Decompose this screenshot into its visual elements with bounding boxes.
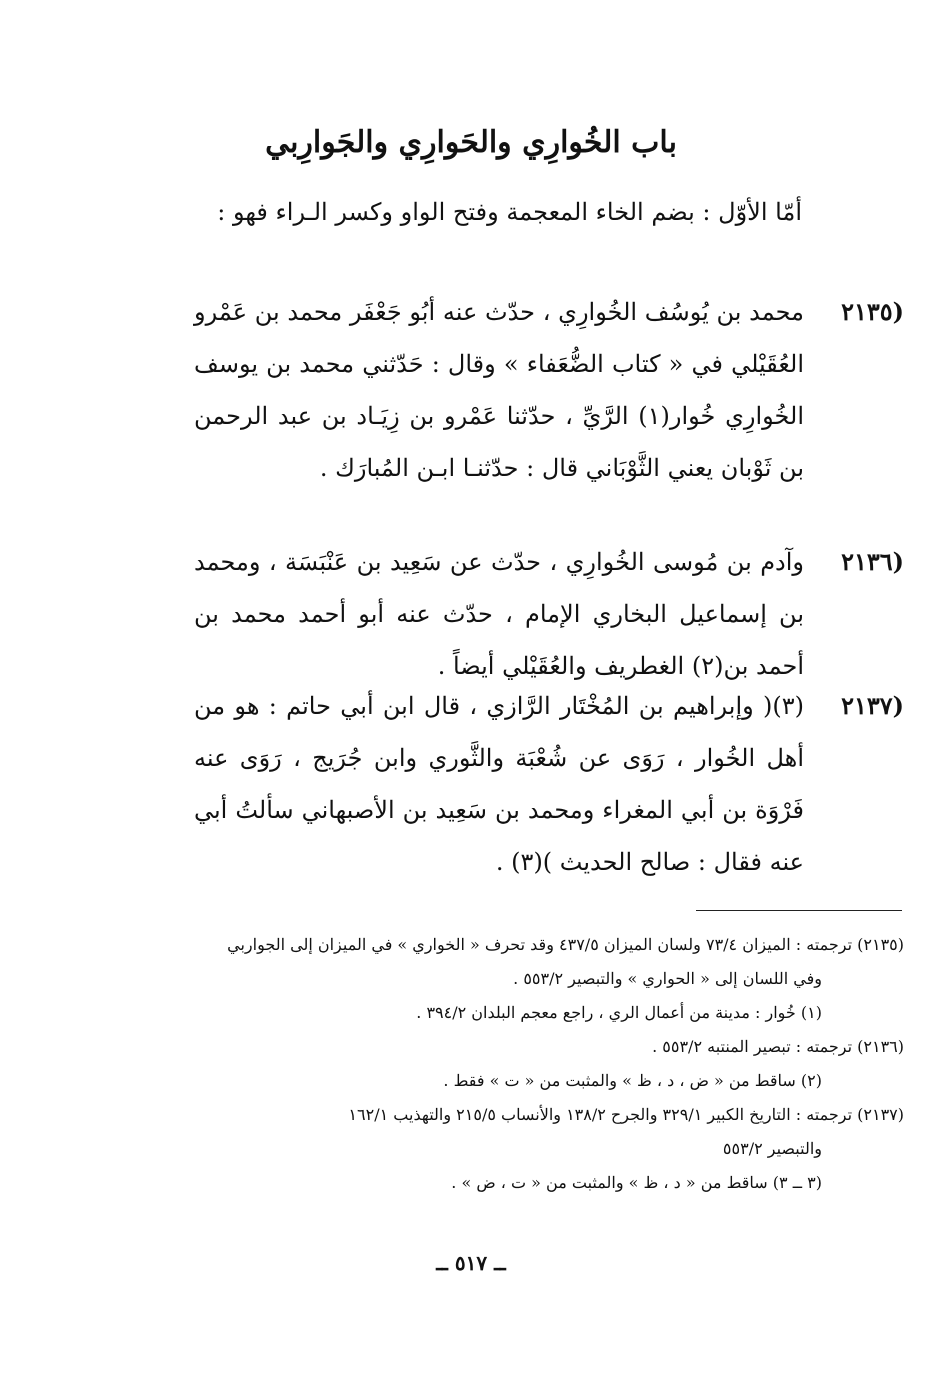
- footnotes: [38, 928, 904, 1200]
- entry-text: محمد بن يُوسُف الخُوارِي ، حدّث عنه أبُو جَعْفَر محمد بن عَمْرو العُقَيْلي في « كتاب الضُّعَفاء » وقال : حَدّثني محمد بن يوسف الخُوارِي خُوار(١) الرَّيِّ ، حدّثنا عَمْرو بن زِيَـاد بن عبد الرحمن بن ثَوْبان يعني الثَّوْبَاني قال : حدّثنـا ابـن المُبارَك .: [194, 298, 804, 482]
- entry-number: (٢١٣٦: [841, 547, 904, 576]
- footnote-line: (٢) ساقط من « ض ، د ، ظ » والمثبت من « ت » فقط .: [443, 1071, 822, 1090]
- footnote-line: وفي اللسان إلى « الحواري » والتبصير ٥٥٣/٢ .: [513, 969, 822, 988]
- entry-text: (٣)( وإبراهيم بن المُخْتَار الرَّازي ، قال ابن أبي حاتم : هو من أهل الخُوار ، رَوَى عن شُعْبَة والثَّوري وابن جُرَيج ، رَوَى عنه فَرْوَة بن أبي المغراء ومحمد بن سَعِيد بن الأصبهاني سألتُ أبي عنه فقال : صالح الحديث )(٣) .: [194, 692, 804, 876]
- footnote-line: (٢١٣٥) ترجمته : الميزان ٧٣/٤ ولسان الميزان ٤٣٧/٥ وقد تحرف « الخواري » في الميزان إلى الجواربي: [227, 935, 904, 954]
- page-number: ــ ٥١٧ ــ: [436, 1251, 506, 1275]
- footnote-line: (١) خُوار : مدينة من أعمال الري ، راجع معجم البلدان ٣٩٤/٢ .: [416, 1003, 822, 1022]
- footnote-line: (٢١٣٧) ترجمته : التاريخ الكبير ٣٢٩/١ والجرح ١٣٨/٢ والأنساب ٢١٥/٥ والتهذيب ١٦٢/١: [348, 1105, 904, 1124]
- footnote-line: (٣ ــ ٣) ساقط من « د ، ظ » والمثبت من « ت ، ض » .: [451, 1173, 822, 1192]
- chapter-heading: باب الخُوارِي والحَوارِي والجَوارِبي: [265, 125, 677, 160]
- entry-number: (٢١٣٥: [841, 297, 904, 326]
- footnote-divider: [696, 910, 902, 911]
- footnote-line: والتبصير ٥٥٣/٢: [722, 1139, 822, 1158]
- intro-paragraph: أمّا الأوّل : بضم الخاء المعجمة وفتح الواو وكسر الـراء فهو :: [217, 198, 802, 226]
- entry-number: (٢١٣٧: [841, 691, 904, 720]
- footnote-line: (٢١٣٦) ترجمته : تبصير المنتبه ٥٥٣/٢ .: [652, 1037, 904, 1056]
- entry-text: وآدم بن مُوسى الخُوارِي ، حدّث عن سَعِيد بن عَنْبَسَة ، ومحمد بن إسماعيل البخاري الإمام ، حدّث عنه أبو أحمد محمد بن أحمد بن(٢) الغطريف والعُقَيْلي أيضاً .: [194, 548, 804, 680]
